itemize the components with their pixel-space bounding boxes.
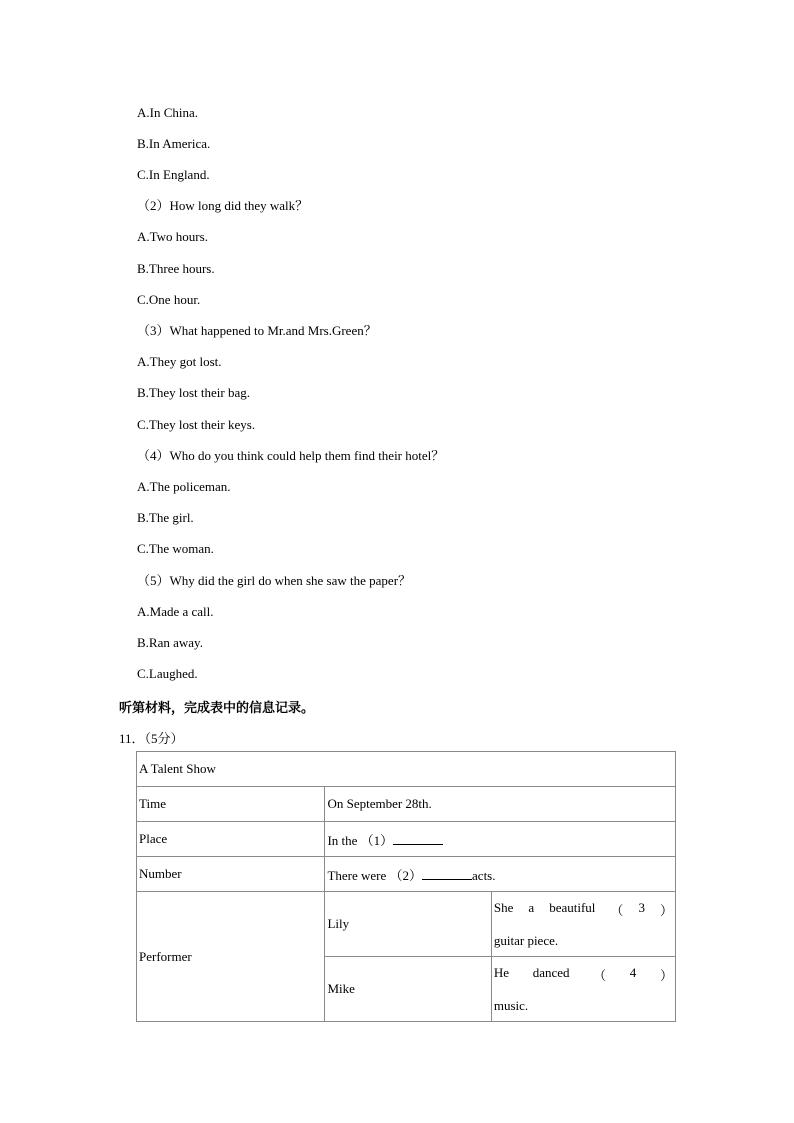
place-value-text: In the （1）: [327, 832, 394, 848]
number-label: Number: [137, 857, 325, 892]
option-line: B.Ran away.: [137, 635, 203, 650]
description-line-2: guitar piece.: [493, 932, 559, 948]
question-line: （5）Why did the girl do when she saw the paper？: [137, 573, 412, 588]
time-label: Time: [137, 787, 325, 822]
word: He: [493, 964, 510, 980]
option-line: C.The woman.: [137, 541, 214, 556]
word: 4: [629, 964, 637, 980]
place-label: Place: [137, 822, 325, 857]
word: ）: [659, 902, 673, 918]
option-line: B.The girl.: [137, 510, 194, 525]
question-line: （4）Who do you think could help them find their hotel？: [137, 448, 445, 463]
option-line: A.Two hours.: [137, 229, 208, 244]
option-line: C.Laughed.: [137, 666, 198, 681]
performer-description: [491, 892, 675, 957]
option-line: B.Three hours.: [137, 261, 215, 276]
description-line: [494, 965, 673, 984]
option-line: C.In England.: [137, 167, 210, 182]
word: a: [528, 899, 535, 915]
question-line: （2）How long did they walk？: [137, 198, 309, 213]
answer-blank[interactable]: [422, 868, 472, 880]
word: 3: [638, 899, 645, 915]
time-value: On September 28th.: [325, 787, 676, 822]
section-title: 听第材料，完成表中的信息记录。: [119, 701, 315, 716]
description-line-2: music.: [493, 997, 529, 1013]
option-line: A.They got lost.: [137, 354, 222, 369]
description-line: [494, 900, 673, 919]
word: （: [593, 967, 607, 983]
option-line: B.In America.: [137, 136, 211, 151]
performer-label: Performer: [137, 892, 325, 1022]
option-line: C.One hour.: [137, 292, 201, 307]
number-value-suffix: acts.: [472, 867, 496, 883]
word: ）: [659, 967, 673, 983]
performer-description: [491, 957, 675, 1022]
word: beautiful: [549, 899, 596, 915]
number-value-text: There were （2）: [327, 867, 423, 883]
word: （: [610, 902, 624, 918]
performer-name: Lily: [325, 892, 491, 957]
option-line: A.In China.: [137, 105, 199, 120]
word: She: [493, 899, 514, 915]
option-line: C.They lost their keys.: [137, 417, 256, 432]
number-value: [325, 857, 676, 892]
question-number: 11．（5分）: [119, 731, 184, 746]
option-line: B.They lost their bag.: [137, 385, 251, 400]
option-line: A.The policeman.: [137, 479, 231, 494]
place-value: [325, 822, 676, 857]
performer-name: Mike: [325, 957, 491, 1022]
option-line: A.Made a call.: [137, 604, 214, 619]
answer-blank[interactable]: [393, 833, 443, 845]
word: danced: [532, 964, 570, 980]
table-title: A Talent Show: [137, 752, 676, 787]
question-line: （3）What happened to Mr.and Mrs.Green？: [137, 323, 377, 338]
talent-show-table: [136, 751, 676, 1022]
